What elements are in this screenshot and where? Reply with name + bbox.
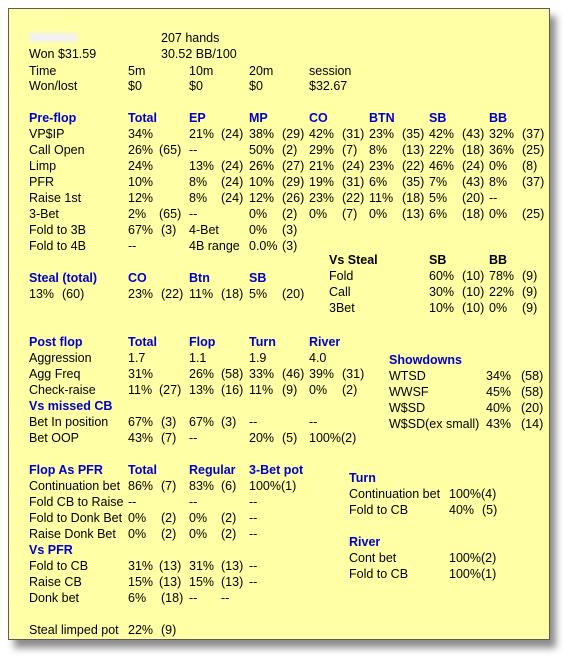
- wonlost-label: Won/lost: [29, 79, 78, 93]
- stat-count: (58): [221, 367, 244, 381]
- stat-value: 40%: [486, 401, 512, 415]
- stat-value: 20%: [249, 431, 275, 445]
- vs-steal-header-bb: BB: [489, 253, 508, 267]
- stat-value: 0%: [489, 301, 508, 315]
- stat-value: 23%: [369, 159, 395, 173]
- stat-count: (25): [522, 143, 545, 157]
- stat-value: 36%: [489, 143, 515, 157]
- stat-value: 7%: [429, 175, 448, 189]
- stat-count: (8): [522, 159, 538, 173]
- stat-value: 22%: [489, 285, 515, 299]
- stat-label: Bet In position: [29, 415, 109, 429]
- stat-value: 1.9: [249, 351, 267, 365]
- wonlost-session: $32.67: [309, 79, 348, 93]
- stat-value: --: [309, 415, 318, 429]
- stat-value: --: [249, 527, 258, 541]
- stat-count: (22): [161, 287, 184, 301]
- stat-count: (24): [221, 127, 244, 141]
- stat-label: Raise Donk Bet: [29, 527, 116, 541]
- stat-value: 24%: [128, 159, 154, 173]
- stat-value: 19%: [309, 175, 335, 189]
- stat-value: 11%: [128, 383, 153, 397]
- stat-value: 0%: [189, 527, 208, 541]
- stat-count: (10): [462, 285, 485, 299]
- stat-value: 0%: [309, 383, 328, 397]
- stat-value: 42%: [429, 127, 455, 141]
- stat-value: 23%: [128, 287, 154, 301]
- stat-count: (27): [159, 383, 182, 397]
- time-col-session: session: [309, 64, 352, 78]
- stat-value: 100%(2): [449, 551, 497, 565]
- stat-count: (13): [402, 143, 425, 157]
- stat-value: 23%: [369, 127, 395, 141]
- stat-value: --: [189, 143, 198, 157]
- river-title: River: [349, 535, 381, 549]
- stat-value: 26%: [189, 367, 215, 381]
- stat-count: (25): [522, 207, 545, 221]
- stat-count: (22): [342, 191, 365, 205]
- stat-value: 0%: [128, 527, 147, 541]
- steal-header-co: CO: [128, 271, 147, 285]
- stat-value: 5%: [249, 287, 268, 301]
- stat-count: (20): [521, 401, 544, 415]
- stat-count: (7): [161, 479, 177, 493]
- stat-label: 4-Bet: [189, 223, 219, 237]
- stat-count: (43): [462, 127, 485, 141]
- stat-count: (13): [159, 575, 182, 589]
- hands-count: 207 hands: [161, 31, 220, 45]
- preflop-header-bb: BB: [489, 111, 508, 125]
- stat-value: 5%: [429, 191, 448, 205]
- stat-value: 0%: [489, 207, 508, 221]
- preflop-header-total: Total: [128, 111, 157, 125]
- vs-pfr-title: Vs PFR: [29, 543, 73, 557]
- wonlost-5m: $0: [128, 79, 142, 93]
- stat-count: (37): [522, 175, 545, 189]
- stat-value: --: [249, 559, 258, 573]
- stat-value: 50%: [249, 143, 275, 157]
- stat-count: (58): [521, 385, 544, 399]
- stat-value: 6%: [429, 207, 448, 221]
- stat-value: 13%: [29, 287, 55, 301]
- stat-value: --: [249, 495, 258, 509]
- vs-missed-cb-title: Vs missed CB: [29, 399, 113, 413]
- stat-count: (22): [402, 159, 425, 173]
- stat-value: 13%: [189, 159, 215, 173]
- stat-count: (13): [221, 575, 244, 589]
- stat-value: 31%: [128, 367, 154, 381]
- stat-value: 0%: [489, 159, 508, 173]
- stat-value: --: [189, 591, 198, 605]
- stat-value: 10%: [249, 175, 275, 189]
- wonlost-20m: $0: [249, 79, 263, 93]
- stat-label: Steal limped pot: [29, 623, 119, 637]
- stat-value: 22%: [429, 143, 455, 157]
- stat-count: (18): [462, 143, 485, 157]
- stat-label: Fold to CB: [349, 503, 409, 517]
- stat-value: 1.1: [189, 351, 207, 365]
- stat-value: --: [128, 239, 137, 253]
- stat-count: (7): [161, 431, 177, 445]
- stat-count: (29): [282, 127, 305, 141]
- stat-count: (46): [282, 367, 305, 381]
- stat-label: Bet OOP: [29, 431, 80, 445]
- stat-value: 8%: [369, 143, 388, 157]
- stat-value: --: [249, 415, 258, 429]
- stat-count: (24): [221, 159, 244, 173]
- stat-label: Fold to CB: [29, 559, 89, 573]
- stat-label: WTSD: [389, 369, 426, 383]
- stat-value: 67%: [128, 415, 154, 429]
- stat-count: (2): [161, 527, 177, 541]
- stat-label: Fold CB to Raise: [29, 495, 124, 509]
- stat-value: 100%(1): [449, 567, 497, 581]
- stat-value: 60%: [429, 269, 455, 283]
- stat-count: (6): [221, 479, 237, 493]
- stat-value: 46%: [429, 159, 455, 173]
- stat-count: (20): [282, 287, 305, 301]
- stat-value: 31%: [128, 559, 154, 573]
- stat-value: 38%: [249, 127, 275, 141]
- stat-count: (16): [221, 383, 244, 397]
- stat-count: (60): [62, 287, 85, 301]
- stat-label: 3Bet: [329, 301, 355, 315]
- stat-count: (13): [221, 559, 244, 573]
- preflop-title: Pre-flop: [29, 111, 77, 125]
- stat-count: (9): [282, 383, 298, 397]
- stat-value: 1.7: [128, 351, 146, 365]
- stat-count: (37): [522, 127, 545, 141]
- stat-count: (24): [342, 159, 365, 173]
- stat-label: WWSF: [389, 385, 429, 399]
- stat-value: 45%: [486, 385, 512, 399]
- stat-value: --: [489, 191, 498, 205]
- stat-count: (26): [282, 191, 305, 205]
- stat-value: --: [249, 511, 258, 525]
- preflop-header-sb: SB: [429, 111, 447, 125]
- stat-count: (43): [462, 175, 485, 189]
- stat-label: W$SD(ex small): [389, 417, 480, 431]
- stat-count: (35): [402, 127, 425, 141]
- stat-count: (18): [221, 287, 244, 301]
- stat-value: 39%: [309, 367, 335, 381]
- stat-value: --: [189, 431, 198, 445]
- stat-value: --: [249, 575, 258, 589]
- steal-title: Steal (total): [29, 271, 98, 285]
- stat-count: (18): [462, 207, 485, 221]
- stat-value: 100%(2): [309, 431, 357, 445]
- stat-value: 33%: [249, 367, 275, 381]
- time-label: Time: [29, 64, 57, 78]
- stat-value: 67%: [128, 223, 154, 237]
- stat-value: 0%: [309, 207, 328, 221]
- stat-count: (31): [342, 367, 365, 381]
- stat-value: 15%: [189, 575, 215, 589]
- stat-value: 31%: [189, 559, 215, 573]
- stat-label: Continuation bet: [29, 479, 121, 493]
- stat-value: 11%: [249, 383, 274, 397]
- stat-value: 0%: [128, 511, 147, 525]
- stat-count: (2): [282, 207, 298, 221]
- stat-count: (10): [462, 269, 485, 283]
- stat-value: 0.0%: [249, 239, 278, 253]
- stat-value: 22%: [128, 623, 154, 637]
- stat-value: 10%: [128, 175, 154, 189]
- postflop-title: Post flop: [29, 335, 83, 349]
- vs-steal-title: Vs Steal: [329, 253, 378, 267]
- postflop-header-turn: Turn: [249, 335, 276, 349]
- steal-header-btn: Btn: [189, 271, 210, 285]
- stat-value: 11%: [369, 191, 394, 205]
- stat-count: (24): [462, 159, 485, 173]
- stat-count: (29): [282, 175, 305, 189]
- wonlost-10m: $0: [189, 79, 203, 93]
- stat-count: (65): [159, 207, 182, 221]
- stat-value: 67%: [189, 415, 215, 429]
- stat-count: (31): [342, 175, 365, 189]
- stat-value: 26%: [128, 143, 154, 157]
- stat-value: 40%: [449, 503, 475, 517]
- stat-count: (7): [342, 143, 358, 157]
- stat-value: 43%: [486, 417, 512, 431]
- stat-count: (9): [522, 269, 538, 283]
- stat-label: Continuation bet: [349, 487, 441, 501]
- stat-label: Cont bet: [349, 551, 397, 565]
- stat-value: 83%: [189, 479, 215, 493]
- stat-label: Raise CB: [29, 575, 82, 589]
- stat-count: (35): [402, 175, 425, 189]
- stat-value: 29%: [309, 143, 335, 157]
- stat-count: (3): [282, 239, 298, 253]
- time-col-10m: 10m: [189, 64, 214, 78]
- stat-value: 100%(1): [249, 479, 297, 493]
- stat-value: 86%: [128, 479, 154, 493]
- preflop-header-btn: BTN: [369, 111, 395, 125]
- stat-label: Fold to CB: [349, 567, 409, 581]
- stat-count: (65): [159, 143, 182, 157]
- stat-count: (3): [161, 415, 177, 429]
- stat-count: (2): [342, 383, 358, 397]
- stat-count: (2): [282, 143, 298, 157]
- preflop-header-ep: EP: [189, 111, 206, 125]
- stat-label: Aggression: [29, 351, 92, 365]
- stat-value: --: [221, 591, 230, 605]
- stat-count: (3): [282, 223, 298, 237]
- stat-label: 3-Bet: [29, 207, 59, 221]
- stat-value: 2%: [128, 207, 147, 221]
- stat-label: Fold to 3B: [29, 223, 86, 237]
- flop-as-pfr-header-3bet: 3-Bet pot: [249, 463, 304, 477]
- postflop-header-river: River: [309, 335, 341, 349]
- preflop-header-co: CO: [309, 111, 328, 125]
- stat-value: 15%: [128, 575, 154, 589]
- stat-count: (27): [282, 159, 305, 173]
- postflop-header-total: Total: [128, 335, 157, 349]
- stat-count: (18): [402, 191, 425, 205]
- stat-label: Call: [329, 285, 351, 299]
- stat-count: (5): [282, 431, 298, 445]
- vs-steal-header-sb: SB: [429, 253, 447, 267]
- hud-stats-panel: [8, 8, 550, 640]
- stat-value: --: [189, 495, 198, 509]
- stat-count: (7): [342, 207, 358, 221]
- bb-per-100: 30.52 BB/100: [161, 47, 237, 61]
- stat-value: 10%: [429, 301, 455, 315]
- stat-label: Fold to Donk Bet: [29, 511, 123, 525]
- stat-label: PFR: [29, 175, 54, 189]
- stat-label: Check-raise: [29, 383, 96, 397]
- stat-value: 100%(4): [449, 487, 497, 501]
- stat-label: Donk bet: [29, 591, 80, 605]
- stat-value: 0%: [369, 207, 388, 221]
- stat-value: 6%: [369, 175, 388, 189]
- stat-label: VP$IP: [29, 127, 65, 141]
- turn-title: Turn: [349, 471, 376, 485]
- stat-label: Raise 1st: [29, 191, 82, 205]
- stat-label: 4B range: [189, 239, 240, 253]
- stat-label: Fold to 4B: [29, 239, 86, 253]
- stat-count: (14): [521, 417, 544, 431]
- stat-value: 21%: [189, 127, 215, 141]
- player-name-redacted: [29, 31, 77, 45]
- stat-value: 11%: [189, 287, 214, 301]
- preflop-header-mp: MP: [249, 111, 268, 125]
- stat-count: (24): [221, 175, 244, 189]
- stat-value: 42%: [309, 127, 335, 141]
- stat-value: 8%: [189, 191, 208, 205]
- stat-count: (9): [522, 285, 538, 299]
- stat-value: 43%: [128, 431, 154, 445]
- time-col-5m: 5m: [128, 64, 146, 78]
- stat-count: (10): [462, 301, 485, 315]
- stat-value: 26%: [249, 159, 275, 173]
- stat-value: 13%: [189, 383, 215, 397]
- stat-label: Call Open: [29, 143, 85, 157]
- stat-value: 78%: [489, 269, 515, 283]
- stat-count: (2): [221, 511, 237, 525]
- stat-count: (13): [159, 559, 182, 573]
- showdowns-title: Showdowns: [389, 353, 462, 367]
- stat-count: (9): [161, 623, 177, 637]
- stat-count: (20): [462, 191, 485, 205]
- stat-value: 32%: [489, 127, 515, 141]
- stat-count: (2): [161, 511, 177, 525]
- postflop-header-flop: Flop: [189, 335, 216, 349]
- stat-value: 0%: [189, 511, 208, 525]
- stat-count: (18): [161, 591, 184, 605]
- stat-count: (3): [221, 415, 237, 429]
- stat-value: 23%: [309, 191, 335, 205]
- flop-as-pfr-title: Flop As PFR: [29, 463, 103, 477]
- stat-value: 34%: [486, 369, 512, 383]
- stat-value: 30%: [429, 285, 455, 299]
- stat-count: (9): [522, 301, 538, 315]
- stat-value: 34%: [128, 127, 154, 141]
- stat-value: 0%: [249, 223, 268, 237]
- stat-label: W$SD: [389, 401, 426, 415]
- stat-count: (2): [221, 527, 237, 541]
- time-col-20m: 20m: [249, 64, 274, 78]
- won-amount: Won $31.59: [29, 47, 97, 61]
- stat-value: --: [128, 495, 137, 509]
- flop-as-pfr-header-total: Total: [128, 463, 157, 477]
- stat-label: Agg Freq: [29, 367, 81, 381]
- stat-value: 12%: [249, 191, 275, 205]
- stat-count: (13): [402, 207, 425, 221]
- stat-count: (24): [221, 191, 244, 205]
- stat-value: 4.0: [309, 351, 327, 365]
- flop-as-pfr-header-regular: Regular: [189, 463, 236, 477]
- stat-count: (3): [161, 223, 177, 237]
- stat-count: (58): [521, 369, 544, 383]
- stat-value: 0%: [249, 207, 268, 221]
- stat-value: 12%: [128, 191, 154, 205]
- stat-count: (31): [342, 127, 365, 141]
- stat-value: 8%: [489, 175, 508, 189]
- stat-label: Fold: [329, 269, 354, 283]
- stat-value: 6%: [128, 591, 147, 605]
- stat-count: (5): [482, 503, 498, 517]
- stat-label: Limp: [29, 159, 57, 173]
- stat-value: --: [189, 207, 198, 221]
- stat-value: 21%: [309, 159, 335, 173]
- stat-value: 8%: [189, 175, 208, 189]
- steal-header-sb: SB: [249, 271, 267, 285]
